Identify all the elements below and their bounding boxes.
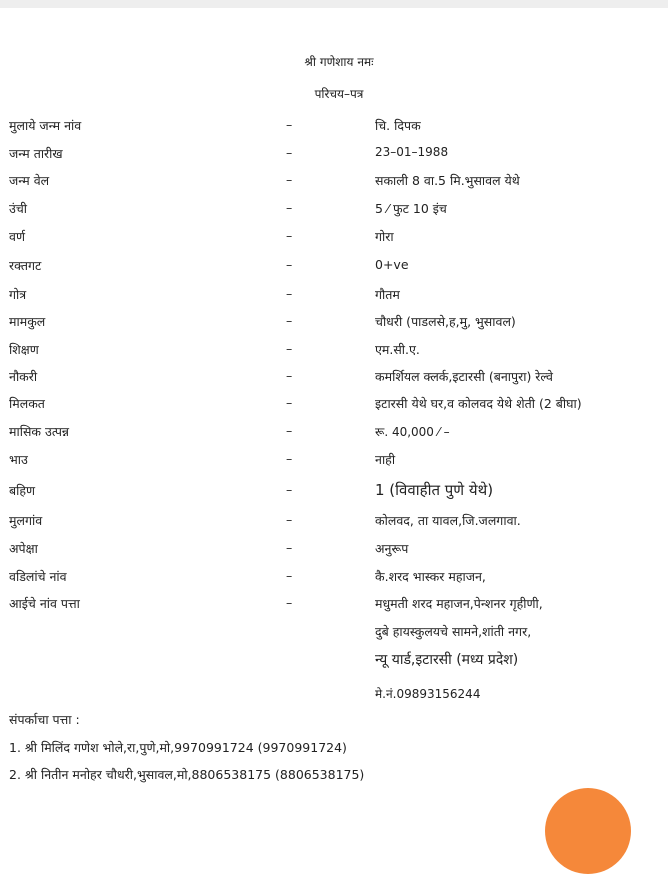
detail-row (0, 341, 668, 361)
detail-label: वडिलांचे नांव (9, 569, 67, 584)
detail-row (0, 145, 668, 165)
detail-value: मधुमती शरद महाजन,पेन्शनर गृहीणी, (375, 596, 543, 611)
separator-dash: – (286, 482, 293, 497)
detail-label: शिक्षण (9, 342, 39, 357)
detail-row (0, 172, 668, 192)
detail-row (0, 423, 668, 443)
detail-label: नौकरी (9, 369, 38, 384)
detail-value: 0+ve (375, 257, 409, 272)
separator-dash: – (286, 395, 293, 410)
separator-dash: – (286, 145, 293, 160)
detail-label: अपेक्षा (9, 541, 38, 556)
detail-label: उंची (9, 201, 28, 216)
separator-dash: – (286, 117, 293, 132)
detail-row (0, 540, 668, 560)
detail-label: जन्म वेल (9, 173, 50, 188)
detail-label: जन्म तारीख (9, 146, 63, 161)
detail-value: सकाली 8 वा.5 मि.भुसावल येथे (375, 173, 520, 188)
contact-item: 1. श्री मिलिंद गणेश भोले,रा,पुणे,मो,9970991724 (9970991724) (9, 740, 347, 755)
detail-row (0, 228, 668, 248)
detail-label: मुलगांव (9, 513, 43, 528)
detail-row (0, 257, 668, 277)
detail-row (0, 286, 668, 306)
detail-value: नाही (375, 452, 396, 467)
separator-dash: – (286, 257, 293, 272)
detail-label: वर्ण (9, 229, 25, 244)
detail-value: 1 (विवाहीत पुणे येथे) (375, 481, 494, 499)
detail-label: आईचे नांव पत्ता (9, 596, 80, 611)
detail-label: रक्तगट (9, 258, 42, 273)
detail-value: कमर्शियल क्लर्क,इटारसी (बनापुरा) रेल्वे (375, 369, 554, 384)
detail-row (0, 451, 668, 471)
detail-value: चि. दिपक (375, 118, 421, 133)
separator-dash: – (286, 512, 293, 527)
detail-row (0, 200, 668, 220)
orange-circle-decoration (545, 788, 631, 874)
detail-value: गोरा (375, 229, 394, 244)
detail-value: रू. 40,000 ⁄ – (375, 425, 450, 439)
detail-row (0, 595, 668, 615)
detail-value: कोलवद, ता यावल,जि.जलगावा. (375, 513, 521, 528)
separator-dash: – (286, 451, 293, 466)
detail-value: एम.सी.ए. (375, 342, 420, 357)
detail-value: अनुरूप (375, 541, 409, 556)
detail-value: 23–01–1988 (375, 145, 449, 159)
detail-row (0, 512, 668, 532)
detail-row (0, 368, 668, 388)
separator-dash: – (286, 568, 293, 583)
separator-dash: – (286, 228, 293, 243)
detail-label: मुलाये जन्म नांव (9, 118, 82, 133)
detail-value: गौतम (375, 287, 400, 302)
separator-dash: – (286, 286, 293, 301)
address-line: न्यू यार्ड,इटारसी (मध्य प्रदेश) (375, 652, 519, 668)
document-title: परिचय–पत्र (314, 87, 364, 101)
separator-dash: – (286, 423, 293, 438)
separator-dash: – (286, 172, 293, 187)
detail-row (0, 395, 668, 415)
detail-label: मासिक उत्पन्न (9, 424, 70, 439)
detail-value: 5 ⁄ फुट 10 इंच (375, 201, 447, 216)
separator-dash: – (286, 595, 293, 610)
invocation-heading: श्री गणेशाय नमः (304, 55, 374, 69)
separator-dash: – (286, 313, 293, 328)
detail-label: बहिण (9, 483, 36, 498)
separator-dash: – (286, 368, 293, 383)
detail-value: इटारसी येथे घर,व कोलवद येथे शेती (2 बीघा) (375, 396, 582, 411)
detail-value: कै.शरद भास्कर महाजन, (375, 569, 486, 584)
detail-label: मिलकत (9, 396, 45, 411)
separator-dash: – (286, 540, 293, 555)
detail-label: भाउ (9, 452, 28, 467)
address-line: दुबे हायस्कुलयचे सामने,शांती नगर, (375, 624, 532, 639)
contact-item: 2. श्री नितीन मनोहर चौधरी,भुसावल,मो,8806538175 (8806538175) (9, 767, 365, 782)
top-bar (0, 0, 668, 8)
detail-row (0, 117, 668, 137)
detail-row (0, 568, 668, 588)
separator-dash: – (286, 341, 293, 356)
detail-value: चौधरी (पाडलसे,ह,मु, भुसावल) (375, 314, 516, 329)
detail-label: मामकुल (9, 314, 46, 329)
contact-heading: संपर्काचा पत्ता : (9, 712, 80, 727)
separator-dash: – (286, 200, 293, 215)
detail-row (0, 482, 668, 502)
detail-row (0, 313, 668, 333)
detail-label: गोत्र (9, 287, 27, 302)
phone-number: मे.नं.09893156244 (375, 687, 481, 701)
